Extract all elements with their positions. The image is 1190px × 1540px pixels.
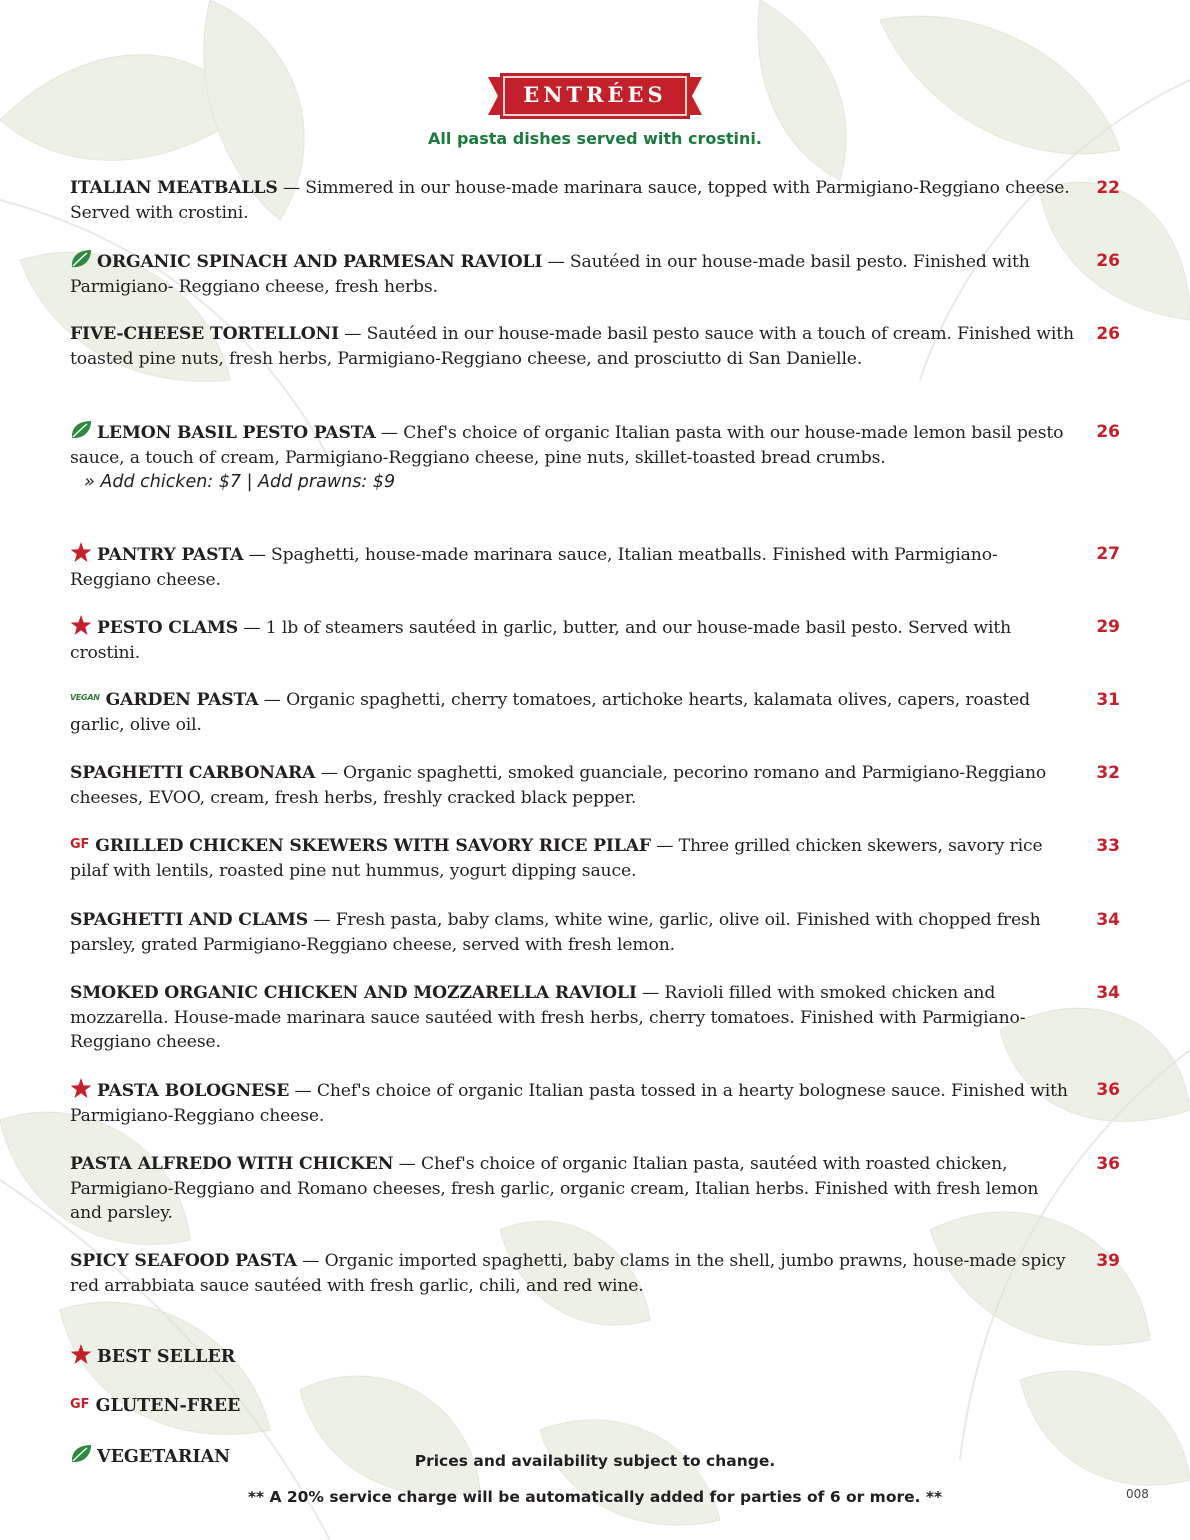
item-name: ITALIAN MEATBALLS (70, 178, 278, 198)
menu-item (70, 322, 1140, 371)
item-text (70, 761, 1075, 810)
legend-gluten-free (70, 1394, 240, 1418)
item-description: — 1 lb of steamers sautéed in garlic, butter, and our house-made basil pesto. Served with crostini. (70, 618, 1011, 663)
page-number: 008 (1126, 1487, 1149, 1501)
legend-label: VEGETARIAN (97, 1447, 231, 1467)
item-price: 34 (1096, 983, 1120, 1003)
item-text (70, 1078, 1075, 1128)
item-price: 26 (1096, 324, 1120, 344)
menu-item (70, 420, 1140, 495)
menu-item (70, 1249, 1140, 1298)
item-name: SPAGHETTI CARBONARA (70, 763, 316, 783)
star-icon (70, 1344, 92, 1364)
item-price: 39 (1096, 1251, 1120, 1271)
item-description: — Organic spaghetti, cherry tomatoes, artichoke hearts, kalamata olives, capers, roasted garlic, olive oil. (70, 690, 1030, 735)
menu-item (70, 981, 1140, 1055)
vegan-icon: VEGAN (70, 693, 100, 702)
menu-item (70, 176, 1140, 225)
item-price: 31 (1096, 690, 1120, 710)
item-description: — Chef's choice of organic Italian pasta tossed in a hearty bolognese sauce. Finished with Parmigiano-Reggiano cheese. (70, 1081, 1068, 1126)
item-description: — Spaghetti, house-made marinara sauce, Italian meatballs. Finished with Parmigiano-Reggiano cheese. (70, 545, 998, 590)
item-price: 36 (1096, 1154, 1120, 1174)
page-subtitle: All pasta dishes served with crostini. (428, 129, 762, 148)
item-name: PASTA ALFREDO WITH CHICKEN (70, 1154, 394, 1174)
price-notice: Prices and availability subject to change. (414, 1452, 776, 1470)
menu-item (70, 908, 1140, 957)
menu-item (70, 542, 1140, 592)
item-price: 27 (1096, 544, 1120, 564)
item-description: — Sautéed in our house-made basil pesto sauce with a touch of cream. Finished with toasted pine nuts, fresh herbs, Parmigiano-Reggiano cheese, and prosciutto di San Danielle. (70, 324, 1074, 369)
item-text (70, 322, 1075, 371)
item-text (70, 249, 1075, 299)
gf-icon: GF (70, 837, 90, 852)
item-text (70, 981, 1075, 1055)
item-name: FIVE-CHEESE TORTELLONI (70, 324, 339, 344)
item-price: 22 (1096, 178, 1120, 198)
item-description: — Simmered in our house-made marinara sauce, topped with Parmigiano-Reggiano cheese. Served with crostini. (70, 178, 1070, 223)
menu-item (70, 615, 1140, 665)
star-icon (70, 615, 92, 635)
item-price: 33 (1096, 836, 1120, 856)
item-text (70, 908, 1075, 957)
item-name: LEMON BASIL PESTO PASTA (97, 423, 376, 443)
item-text (70, 542, 1075, 592)
star-icon (70, 1078, 92, 1098)
star-icon (70, 542, 92, 562)
item-price: 34 (1096, 910, 1120, 930)
item-name: PASTA BOLOGNESE (97, 1081, 290, 1101)
legend-best-seller (70, 1344, 235, 1369)
gf-icon: GF (70, 1397, 90, 1412)
item-text (70, 834, 1075, 883)
leaf-icon (70, 420, 92, 440)
page-title: ENTRÉES (523, 82, 667, 107)
item-description: — Sautéed in our house-made basil pesto. Finished with Parmigiano- Reggiano cheese, fresh herbs. (70, 252, 1030, 297)
item-name: ORGANIC SPINACH AND PARMESAN RAVIOLI (97, 252, 543, 272)
item-description: — Chef's choice of organic Italian pasta with our house-made lemon basil pesto sauce, a touch of cream, Parmigiano-Reggiano cheese, pine nuts, skillet-toasted bread crumbs. (70, 423, 1064, 468)
item-name: PANTRY PASTA (97, 545, 244, 565)
item-text (70, 420, 1075, 470)
menu-item (70, 1078, 1140, 1128)
item-price: 32 (1096, 763, 1120, 783)
item-name: PESTO CLAMS (97, 618, 239, 638)
menu-item (70, 1152, 1140, 1226)
item-name: GRILLED CHICKEN SKEWERS WITH SAVORY RICE PILAF (95, 836, 651, 856)
item-price: 26 (1096, 422, 1120, 442)
item-name: SPICY SEAFOOD PASTA (70, 1251, 297, 1271)
item-text (70, 176, 1075, 225)
service-charge-notice: ** A 20% service charge will be automatically added for parties of 6 or more. ** (247, 1488, 943, 1506)
item-description: — Organic imported spaghetti, baby clams in the shell, jumbo prawns, house-made spicy red arrabbiata sauce sautéed with fresh garlic, chili, and red wine. (70, 1251, 1066, 1296)
menu-item (70, 688, 1140, 737)
item-description: — Organic spaghetti, smoked guanciale, pecorino romano and Parmigiano-Reggiano cheeses, EVOO, cream, fresh herbs, freshly cracked black pepper. (70, 763, 1047, 808)
item-text (70, 1249, 1075, 1298)
item-price: 36 (1096, 1080, 1120, 1100)
item-description: — Fresh pasta, baby clams, white wine, garlic, olive oil. Finished with chopped fresh parsley, grated Parmigiano-Reggiano cheese, served with fresh lemon. (70, 910, 1041, 955)
legend-label: BEST SELLER (97, 1347, 236, 1367)
item-description: — Chef's choice of organic Italian pasta, sautéed with roasted chicken, Parmigiano-Reggiano and Romano cheeses, fresh garlic, organic cream, Italian herbs. Finished with fresh lemon and parsley. (70, 1154, 1039, 1223)
item-price: 26 (1096, 251, 1120, 271)
menu-item (70, 761, 1140, 810)
item-description: — Ravioli filled with smoked chicken and mozzarella. House-made marinara sauce sautéed with fresh herbs, cherry tomatoes. Finished with Parmigiano-Reggiano cheese. (70, 983, 1026, 1052)
item-text (70, 688, 1075, 737)
legend-label: GLUTEN-FREE (95, 1396, 241, 1416)
leaf-icon (70, 249, 92, 269)
menu-item (70, 249, 1140, 299)
item-name: SMOKED ORGANIC CHICKEN AND MOZZARELLA RAVIOLI (70, 983, 637, 1003)
item-name: GARDEN PASTA (105, 690, 259, 710)
item-description: — Three grilled chicken skewers, savory rice pilaf with lentils, roasted pine nut hummus, yogurt dipping sauce. (70, 836, 1043, 881)
item-price: 29 (1096, 617, 1120, 637)
item-addon: » Add chicken: $7 | Add prawns: $9 (84, 472, 396, 492)
section-banner (488, 73, 702, 119)
item-text (70, 1152, 1075, 1226)
menu-item (70, 834, 1140, 883)
item-text (70, 615, 1075, 665)
item-name: SPAGHETTI AND CLAMS (70, 910, 309, 930)
